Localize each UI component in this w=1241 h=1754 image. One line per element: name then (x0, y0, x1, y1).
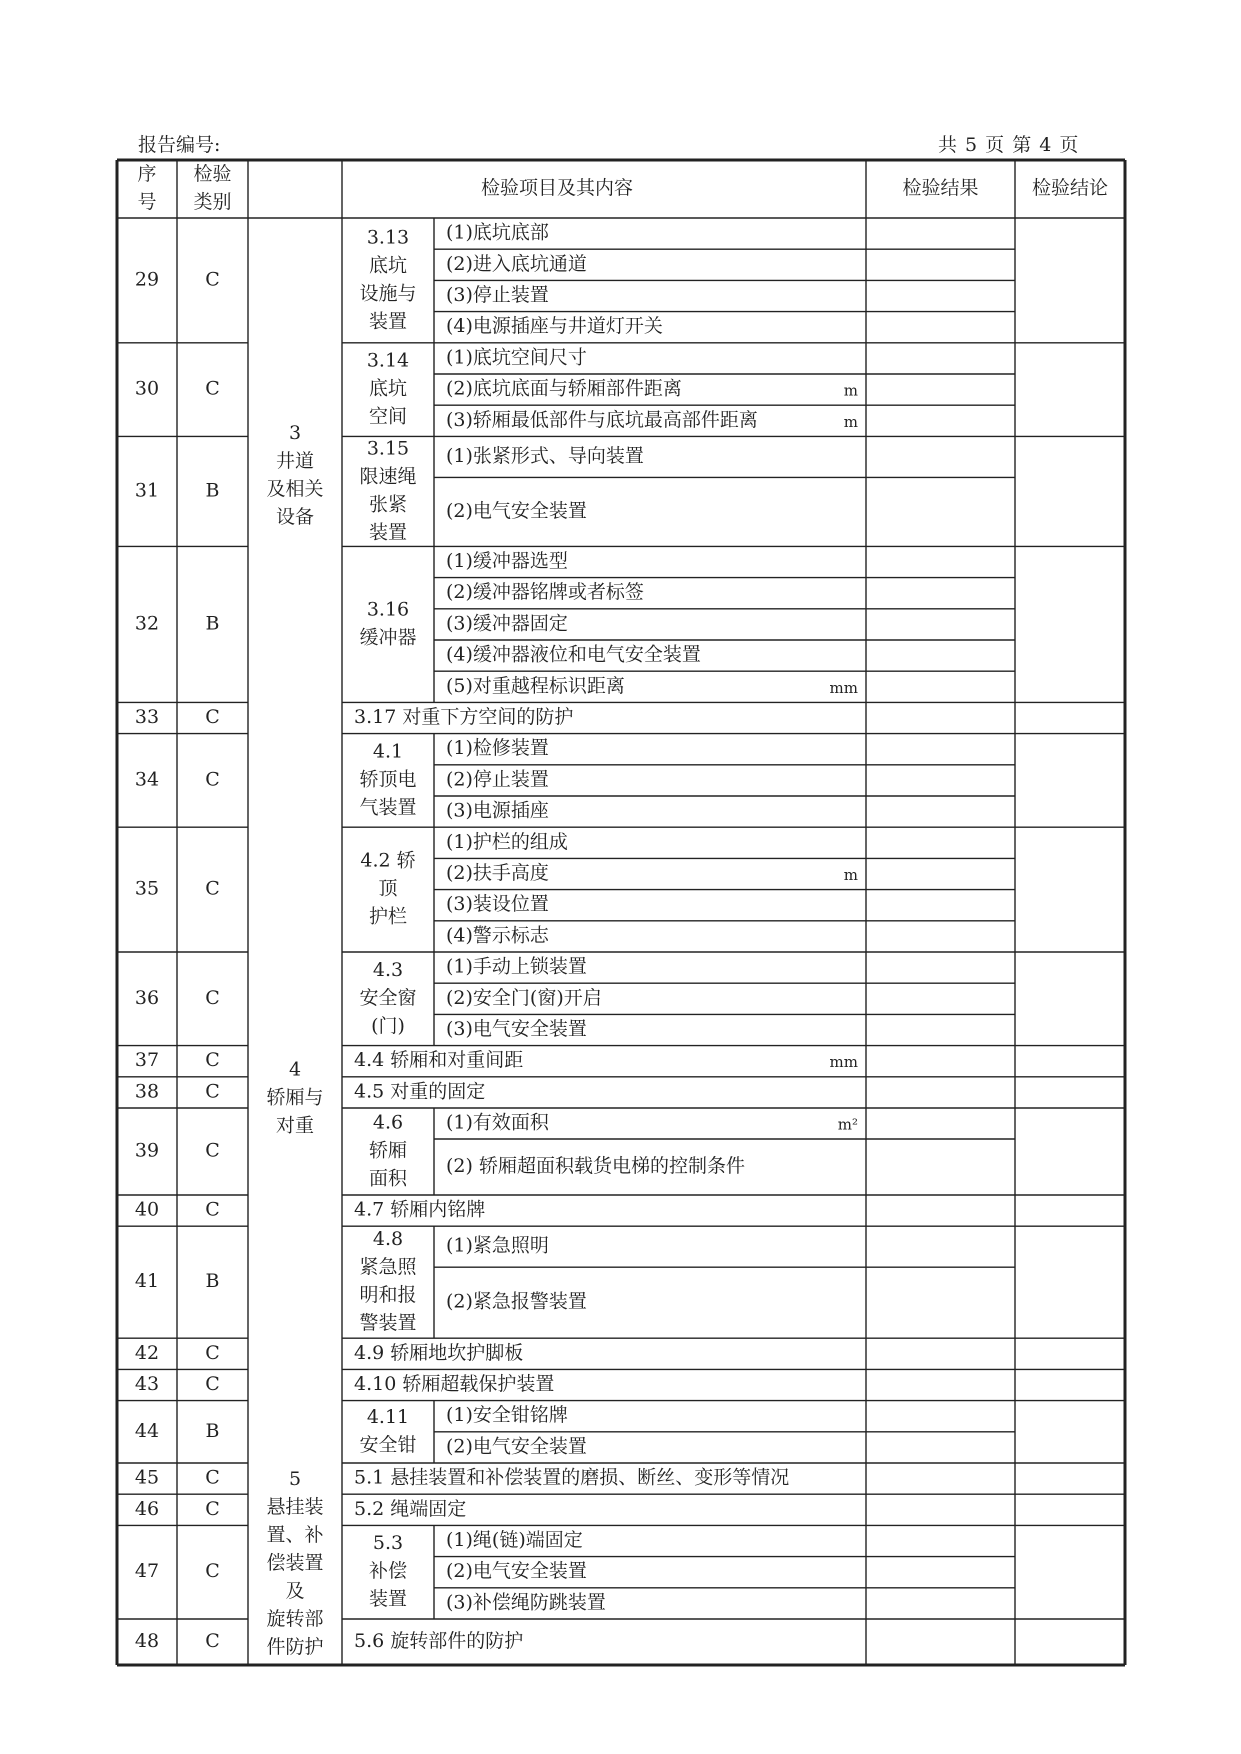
row-item-title: 底坑 (368, 377, 408, 400)
row-item-title: 4.3 (372, 958, 404, 981)
row-seq: 33 (134, 706, 160, 728)
subitem-text: (3)装设位置 (446, 893, 549, 916)
row-item-title: 设施与 (359, 282, 417, 305)
subitem-text: (2)停止装置 (446, 768, 549, 791)
group-label: 置、补 (266, 1524, 324, 1546)
row-item-title: 空间 (368, 405, 408, 428)
header-item: 检验项目及其内容 (480, 177, 634, 199)
row-item-title: 4.6 (372, 1111, 404, 1134)
row-category: C (205, 1080, 220, 1103)
row-item-title: 面积 (368, 1167, 408, 1190)
row-category: C (205, 877, 220, 900)
row-seq: 44 (134, 1419, 160, 1442)
row-item-title: 限速绳 (359, 465, 417, 488)
row-item-title: 紧急照 (359, 1256, 417, 1279)
row-seq: 30 (134, 377, 160, 400)
subitem-text: (1)检修装置 (446, 737, 549, 760)
header-category: 类别 (193, 191, 232, 213)
subitem-text: (4)电源插座与井道灯开关 (446, 315, 663, 338)
subitem-text: (2)电气安全装置 (446, 1560, 587, 1583)
subitem-text: (1)底坑空间尺寸 (446, 346, 587, 369)
subitem-text: (5)对重越程标识距离 (446, 674, 625, 697)
header-conclusion: 检验结论 (1031, 177, 1109, 199)
row-item-title: 张紧 (368, 493, 408, 516)
row-seq: 48 (134, 1630, 160, 1652)
subitem-unit: m (843, 866, 858, 884)
subitem-text: (4)警示标志 (446, 924, 549, 947)
row-item-title: 气装置 (359, 796, 417, 819)
subitem-text: (2)紧急报警装置 (446, 1290, 587, 1313)
row-seq: 31 (134, 479, 160, 502)
row-item-title: 3.13 (366, 226, 410, 249)
subitem-text: (3)电源插座 (446, 799, 549, 822)
row-item-title: 护栏 (368, 905, 408, 928)
subitem-text: (2)扶手高度 (446, 862, 549, 884)
row-category: C (205, 268, 220, 291)
subitem-text: (1)绳(链)端固定 (446, 1529, 583, 1551)
row-item-title: 装置 (368, 521, 408, 544)
group-label: 旋转部 (266, 1608, 324, 1630)
subitem-text: (3)电气安全装置 (446, 1018, 587, 1040)
report-number-label: 报告编号: (138, 134, 221, 156)
header-category: 检验 (193, 163, 232, 185)
group-label: 4 (288, 1058, 302, 1081)
row-item: 3.17 对重下方空间的防护 (354, 706, 574, 728)
row-item-title: 4.11 (366, 1405, 410, 1428)
subitem-text: (2)电气安全装置 (446, 499, 587, 522)
subitem-text: (3)轿厢最低部件与底坑最高部件距离 (446, 408, 758, 431)
group-label: 悬挂装 (266, 1496, 324, 1518)
row-category: C (205, 377, 220, 400)
row-item-title: 缓冲器 (359, 626, 417, 649)
row-item-title: 3.15 (366, 437, 410, 460)
group-label: 5 (288, 1468, 302, 1490)
row-item-title: 明和报 (359, 1284, 417, 1307)
row-seq: 36 (134, 986, 160, 1009)
group-label: 件防护 (266, 1636, 324, 1658)
row-item-title: 4.8 (372, 1228, 404, 1251)
subitem-text: (2)电气安全装置 (446, 1435, 587, 1458)
row-item: 5.6 旋转部件的防护 (354, 1630, 524, 1652)
row-category: B (205, 612, 220, 635)
row-seq: 46 (134, 1497, 160, 1520)
row-item: 5.1 悬挂装置和补偿装置的磨损、断丝、变形等情况 (354, 1466, 790, 1489)
row-item-title: 4.2 轿 (360, 849, 416, 872)
group-label: 偿装置 (266, 1552, 324, 1574)
subitem-text: (4)缓冲器液位和电气安全装置 (446, 643, 701, 666)
row-seq: 32 (134, 612, 160, 635)
group-label: 轿厢与 (266, 1086, 324, 1109)
row-seq: 43 (134, 1373, 160, 1395)
header-result: 检验结果 (902, 177, 979, 199)
row-category: C (205, 986, 220, 1009)
table-text (135, 163, 1108, 1658)
subitem-text: (2)安全门(窗)开启 (446, 986, 602, 1009)
group-label: 对重 (275, 1114, 315, 1137)
row-category: C (205, 1049, 220, 1072)
row-seq: 42 (134, 1341, 160, 1364)
row-category: C (205, 1139, 220, 1162)
row-item-title: 轿厢 (368, 1139, 408, 1162)
group-label: 及 (285, 1580, 305, 1602)
subitem-unit: m² (837, 1115, 858, 1134)
row-item: 4.7 轿厢内铭牌 (354, 1198, 486, 1221)
group-label: 设备 (275, 505, 315, 528)
row-item-title: 补偿 (368, 1560, 408, 1583)
header-seq: 号 (137, 191, 157, 213)
row-item-title: 安全窗 (359, 986, 417, 1009)
subitem-text: (3)停止装置 (446, 284, 549, 306)
row-item-title: 3.14 (366, 349, 410, 372)
row-category: C (205, 1341, 220, 1364)
row-item-title: 警装置 (359, 1312, 417, 1335)
subitem-unit: mm (829, 678, 858, 697)
row-item-title: (门) (371, 1014, 405, 1037)
group-label: 及相关 (266, 477, 324, 500)
subitem-unit: m (843, 381, 858, 400)
row-category: C (205, 1466, 220, 1489)
subitem-text: (3)缓冲器固定 (446, 612, 568, 635)
subitem-text: (2)底坑底面与轿厢部件距离 (446, 377, 682, 400)
row-seq: 29 (134, 268, 160, 291)
row-category: B (205, 479, 220, 502)
row-category: C (205, 1630, 220, 1652)
row-seq: 40 (134, 1198, 160, 1221)
header-seq: 序 (137, 163, 157, 185)
row-item-title: 装置 (368, 1588, 408, 1611)
subitem-text: (2)缓冲器铭牌或者标签 (446, 581, 644, 604)
row-item: 4.4 轿厢和对重间距 (354, 1049, 524, 1072)
row-item: 4.5 对重的固定 (354, 1080, 486, 1103)
row-category: C (205, 1560, 220, 1583)
row-item-title: 5.3 (372, 1532, 404, 1555)
row-category: C (205, 706, 220, 728)
row-item-title: 装置 (368, 310, 408, 333)
row-category: B (205, 1270, 220, 1293)
page-count: 共 5 页 第 4 页 (938, 134, 1079, 156)
subitem-text: (3)补偿绳防跳装置 (446, 1591, 606, 1614)
row-seq: 45 (134, 1466, 160, 1489)
row-category: C (205, 1497, 220, 1520)
subitem-text: (1)紧急照明 (446, 1234, 549, 1257)
subitem-text: (1)缓冲器选型 (446, 550, 568, 572)
row-category: B (205, 1419, 220, 1442)
row-item: 4.9 轿厢地坎护脚板 (354, 1341, 524, 1364)
group-label: 3 (288, 421, 302, 444)
row-seq: 41 (134, 1270, 160, 1293)
subitem-unit: m (843, 412, 858, 431)
subitem-text: (1)张紧形式、导向装置 (446, 444, 644, 467)
row-category: C (205, 768, 220, 791)
subitem-text: (1)安全钳铭牌 (446, 1404, 568, 1427)
row-category: C (205, 1373, 220, 1395)
row-item-title: 4.1 (372, 740, 404, 763)
group-label: 井道 (275, 449, 315, 472)
row-item-title: 轿顶电 (359, 768, 417, 791)
row-seq: 39 (134, 1139, 160, 1162)
subitem-text: (1)护栏的组成 (446, 830, 568, 853)
subitem-text: (2) 轿厢超面积载货电梯的控制条件 (446, 1155, 745, 1177)
row-unit: mm (829, 1053, 858, 1072)
row-seq: 38 (134, 1080, 160, 1103)
row-item-title: 安全钳 (359, 1433, 417, 1456)
row-category: C (205, 1198, 220, 1221)
subitem-text: (1)有效面积 (446, 1111, 549, 1134)
row-item-title: 顶 (378, 877, 398, 900)
row-item: 4.10 轿厢超载保护装置 (354, 1373, 555, 1395)
subitem-text: (2)进入底坑通道 (446, 252, 587, 275)
row-seq: 35 (134, 877, 160, 900)
row-seq: 37 (134, 1049, 160, 1072)
row-item: 5.2 绳端固定 (354, 1497, 467, 1520)
row-item-title: 底坑 (368, 254, 408, 277)
row-seq: 34 (134, 768, 160, 791)
row-seq: 47 (134, 1560, 160, 1583)
row-item-title: 3.16 (366, 598, 410, 621)
subitem-text: (1)底坑底部 (446, 221, 549, 244)
subitem-text: (1)手动上锁装置 (446, 955, 587, 978)
